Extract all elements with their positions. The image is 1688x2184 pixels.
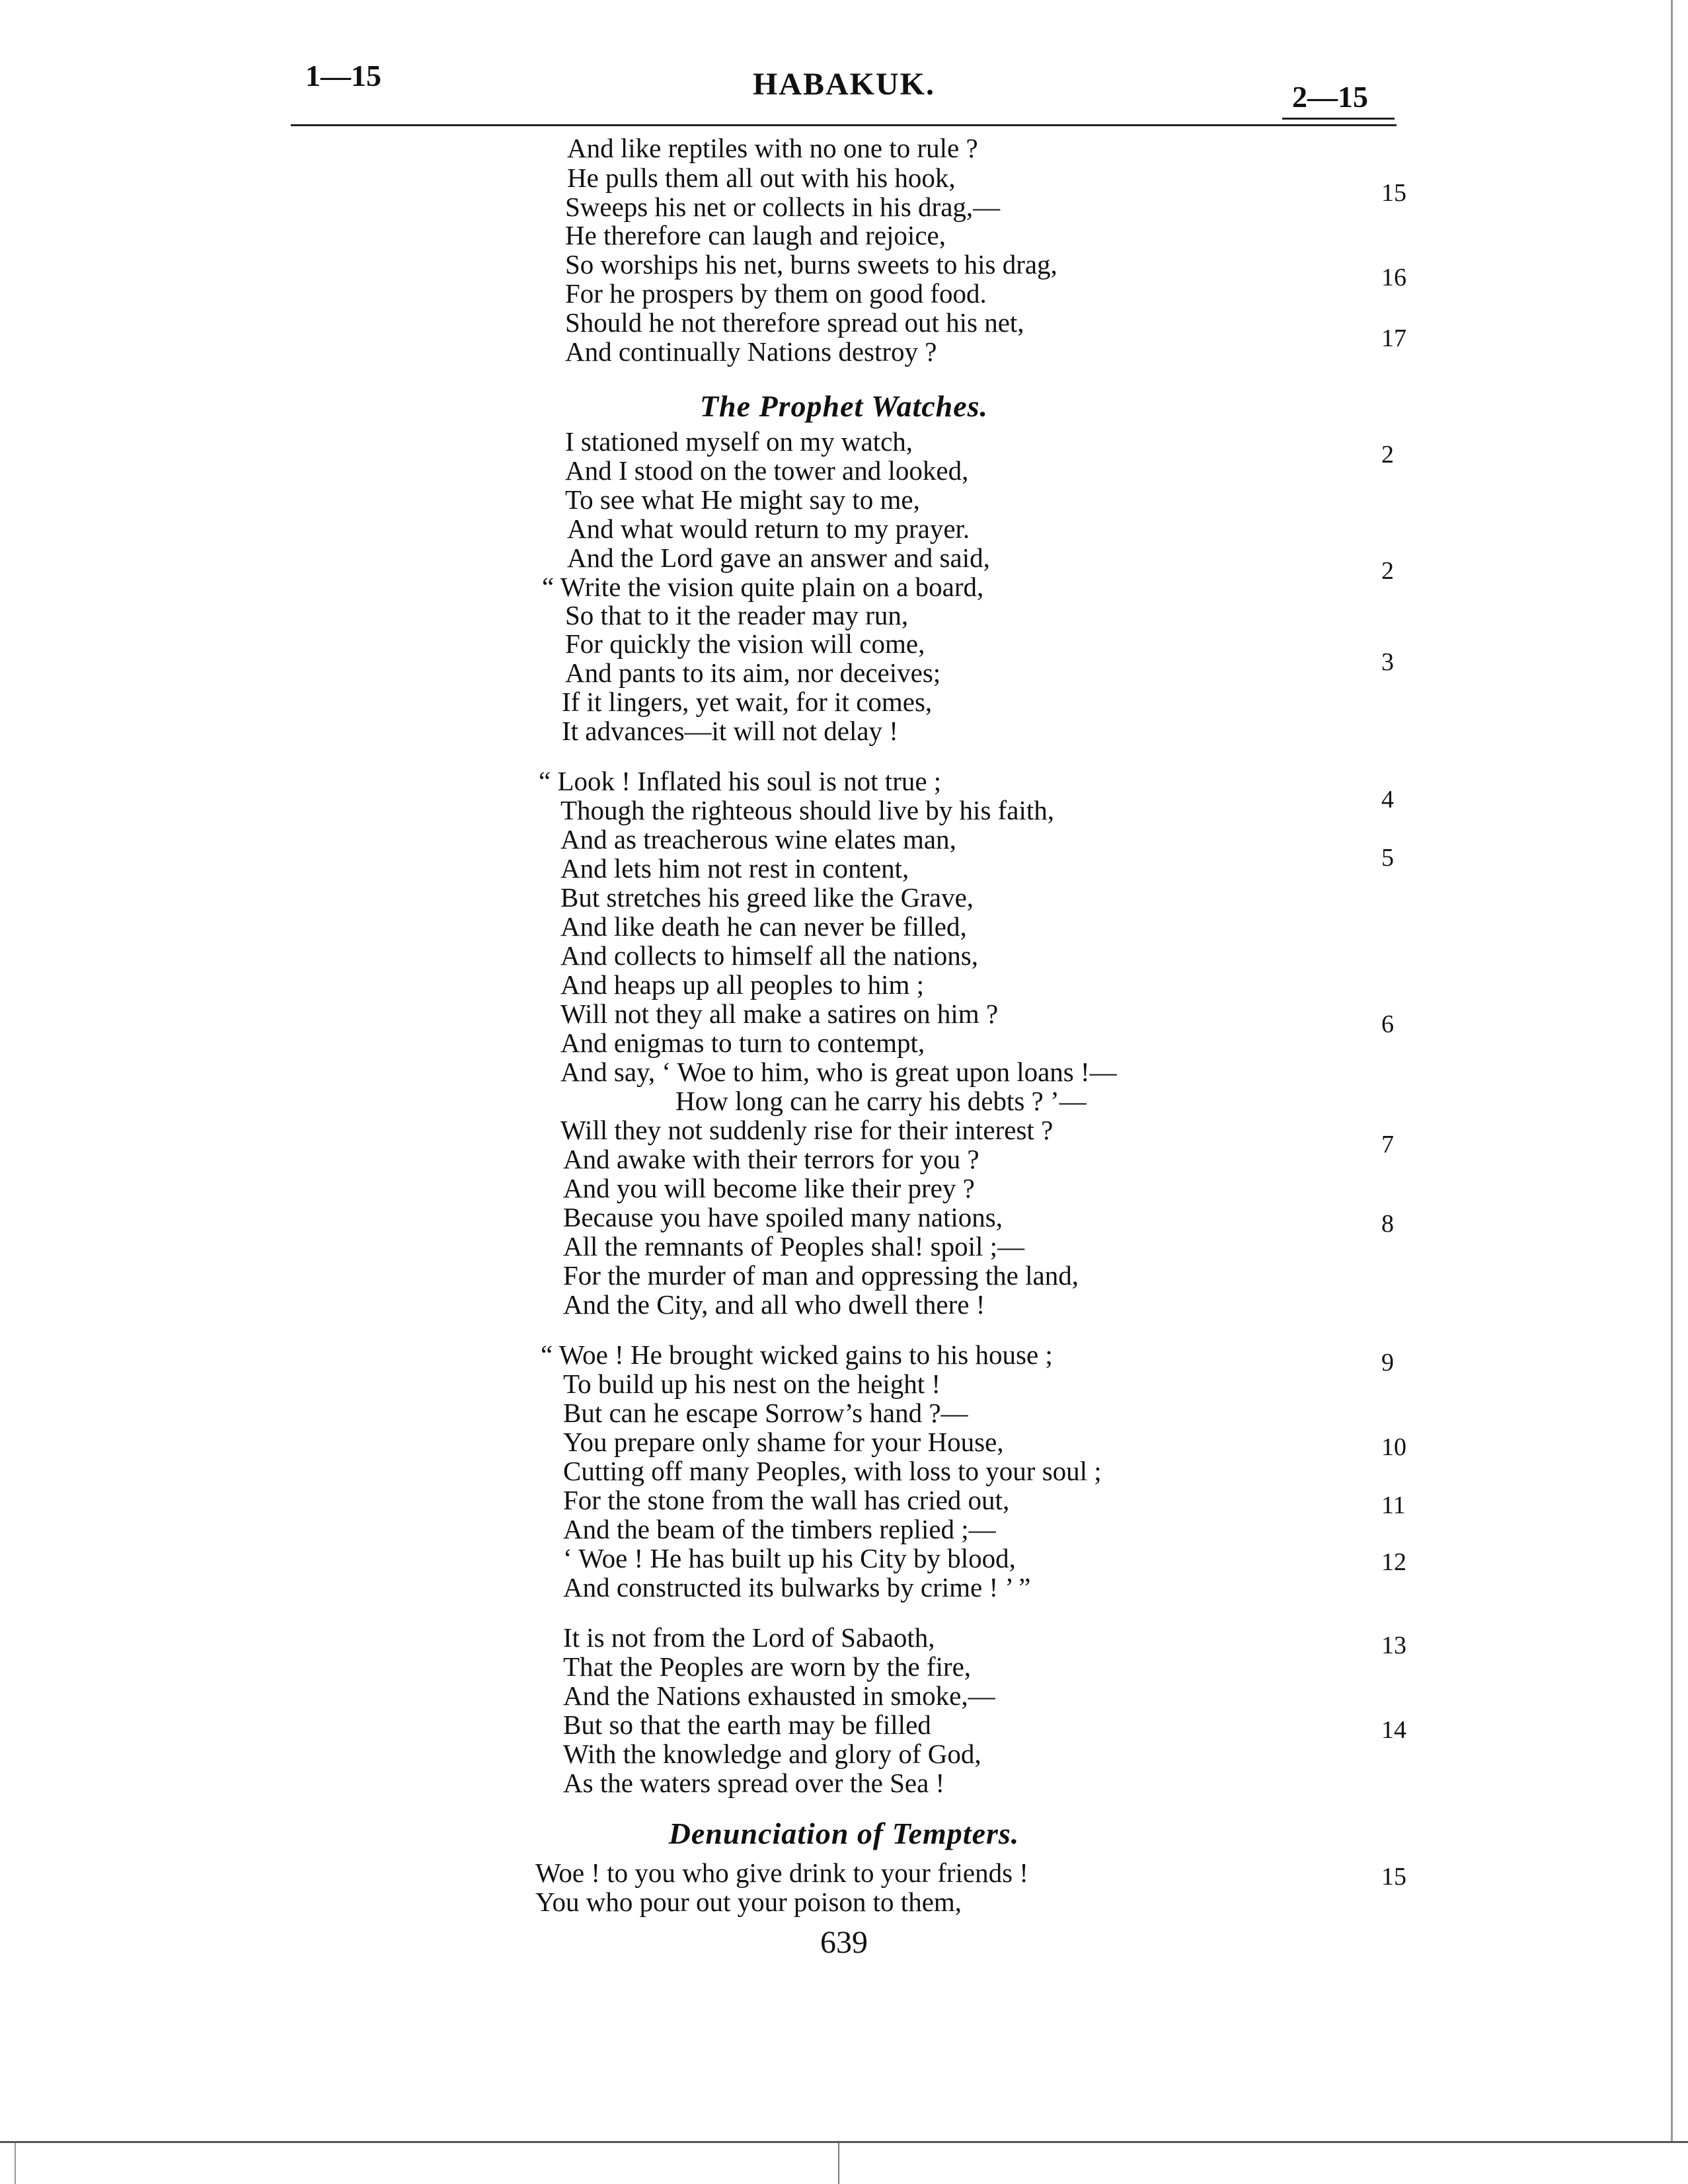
verse-number: 10	[1381, 1433, 1406, 1461]
poem-line: To see what He might say to me,	[565, 484, 920, 515]
header-rule-right	[1282, 118, 1395, 120]
verse-number: 7	[1381, 1131, 1394, 1158]
verse-number: 17	[1381, 324, 1406, 352]
poem-line: Will not they all make a satires on him ?	[560, 998, 999, 1029]
poem-line: Sweeps his net or collects in his drag,—	[565, 192, 1001, 222]
poem-line: But so that the earth may be filled	[563, 1710, 931, 1740]
poem-line: And heaps up all peoples to him ;	[560, 969, 924, 1000]
poem-line: All the remnants of Peoples shal! spoil ;—	[563, 1231, 1025, 1261]
poem-line: And say, ‘ Woe to him, who is great upon loans !—	[560, 1057, 1117, 1087]
header-chapter-range-left: 1—15	[305, 59, 381, 93]
poem-line: And the City, and all who dwell there !	[563, 1289, 985, 1320]
poem-line: And like reptiles with no one to rule ?	[567, 133, 978, 163]
poem-line: Though the righteous should live by his faith,	[560, 795, 1055, 825]
poem-line: ‘ Woe ! He has built up his City by blood,	[563, 1543, 1016, 1573]
poem-line: You prepare only shame for your House,	[563, 1427, 1004, 1457]
poem-line: And like death he can never be filled,	[560, 911, 967, 942]
poem-line: For the murder of man and oppressing the land,	[563, 1260, 1079, 1291]
poem-line: And I stood on the tower and looked,	[565, 455, 969, 486]
poem-line: And what would return to my prayer.	[567, 513, 970, 544]
poem-line: And the Nations exhausted in smoke,—	[563, 1680, 995, 1711]
poem-line: And enigmas to turn to contempt,	[560, 1028, 925, 1058]
poem-line: But stretches his greed like the Grave,	[560, 882, 974, 913]
verse-number: 6	[1381, 1010, 1394, 1038]
poem-line: “ Look ! Inflated his soul is not true ;	[539, 766, 942, 796]
poem-line: He therefore can laugh and rejoice,	[565, 220, 946, 250]
poem-line: And awake with their terrors for you ?	[563, 1144, 979, 1174]
poem-line: He pulls them all out with his hook,	[567, 163, 956, 193]
verse-number: 4	[1381, 786, 1394, 813]
verse-number: 12	[1381, 1548, 1406, 1576]
poem-line: You who pour out your poison to them,	[535, 1887, 962, 1917]
page-number: 639	[820, 1925, 868, 1960]
poem-line: And lets him not rest in content,	[560, 853, 909, 884]
poem-line: If it lingers, yet wait, for it comes,	[562, 687, 933, 717]
header-book-title: HABAKUK.	[752, 67, 935, 102]
poem-line: And continually Nations destroy ?	[565, 336, 937, 367]
poem-line: And pants to its aim, nor deceives;	[565, 658, 941, 688]
header-chapter-range-right: 2—15	[1292, 80, 1368, 114]
poem-line: So that to it the reader may run,	[565, 600, 909, 630]
poem-line: “ Woe ! He brought wicked gains to his house ;	[541, 1339, 1053, 1370]
scan-bottom-divider	[838, 2143, 839, 2184]
poem-line: And as treacherous wine elates man,	[560, 824, 956, 854]
scan-bottom-edge	[0, 2141, 1688, 2143]
poem-line: It advances—it will not delay !	[562, 716, 898, 746]
section-heading: Denunciation of Tempters.	[668, 1817, 1020, 1850]
scan-bottom-divider-left	[15, 2143, 16, 2184]
verse-number: 3	[1381, 648, 1394, 676]
verse-number: 8	[1381, 1210, 1394, 1238]
poem-line: And collects to himself all the nations,	[560, 940, 978, 971]
poem-line: So worships his net, burns sweets to his drag,	[565, 249, 1057, 280]
poem-line: With the knowledge and glory of God,	[563, 1739, 981, 1769]
verse-number: 11	[1381, 1491, 1406, 1519]
verse-number: 2	[1381, 557, 1394, 585]
poem-line: Cutting off many Peoples, with loss to your soul ;	[563, 1456, 1102, 1486]
poem-line: For the stone from the wall has cried out,	[563, 1485, 1010, 1515]
poem-line: How long can he carry his debts ? ’—	[675, 1086, 1087, 1116]
verse-number: 14	[1381, 1716, 1406, 1744]
verse-number: 16	[1381, 264, 1406, 291]
verse-number: 9	[1381, 1349, 1394, 1376]
poem-line: But can he escape Sorrow’s hand ?—	[563, 1398, 968, 1428]
poem-line: For he prospers by them on good food.	[565, 278, 987, 309]
header-rule	[291, 124, 1397, 126]
poem-line: For quickly the vision will come,	[565, 628, 925, 659]
poem-line: I stationed myself on my watch,	[565, 426, 913, 457]
verse-number: 15	[1381, 1863, 1406, 1891]
verse-number: 15	[1381, 179, 1406, 207]
scan-edge	[1671, 0, 1673, 2141]
poem-line: And you will become like their prey ?	[563, 1173, 975, 1203]
verse-number: 2	[1381, 441, 1394, 469]
poem-line: Woe ! to you who give drink to your friends !	[535, 1858, 1028, 1888]
verse-number: 5	[1381, 844, 1394, 872]
poem-line: And the Lord gave an answer and said,	[567, 543, 990, 573]
poem-line: It is not from the Lord of Sabaoth,	[563, 1622, 935, 1653]
poem-line: And constructed its bulwarks by crime ! ’ ”	[563, 1572, 1031, 1602]
poem-line: “ Write the vision quite plain on a board,	[542, 572, 984, 602]
poem-line: As the waters spread over the Sea !	[563, 1768, 945, 1798]
section-heading: The Prophet Watches.	[699, 389, 989, 423]
poem-line: Will they not suddenly rise for their interest ?	[560, 1115, 1054, 1145]
verse-number: 13	[1381, 1632, 1406, 1659]
poem-line: And the beam of the timbers replied ;—	[563, 1514, 996, 1544]
poem-line: Because you have spoiled many nations,	[563, 1202, 1003, 1232]
poem-line: Should he not therefore spread out his net,	[565, 307, 1024, 338]
poem-line: That the Peoples are worn by the fire,	[563, 1651, 972, 1682]
poem-line: To build up his nest on the height !	[563, 1369, 941, 1399]
